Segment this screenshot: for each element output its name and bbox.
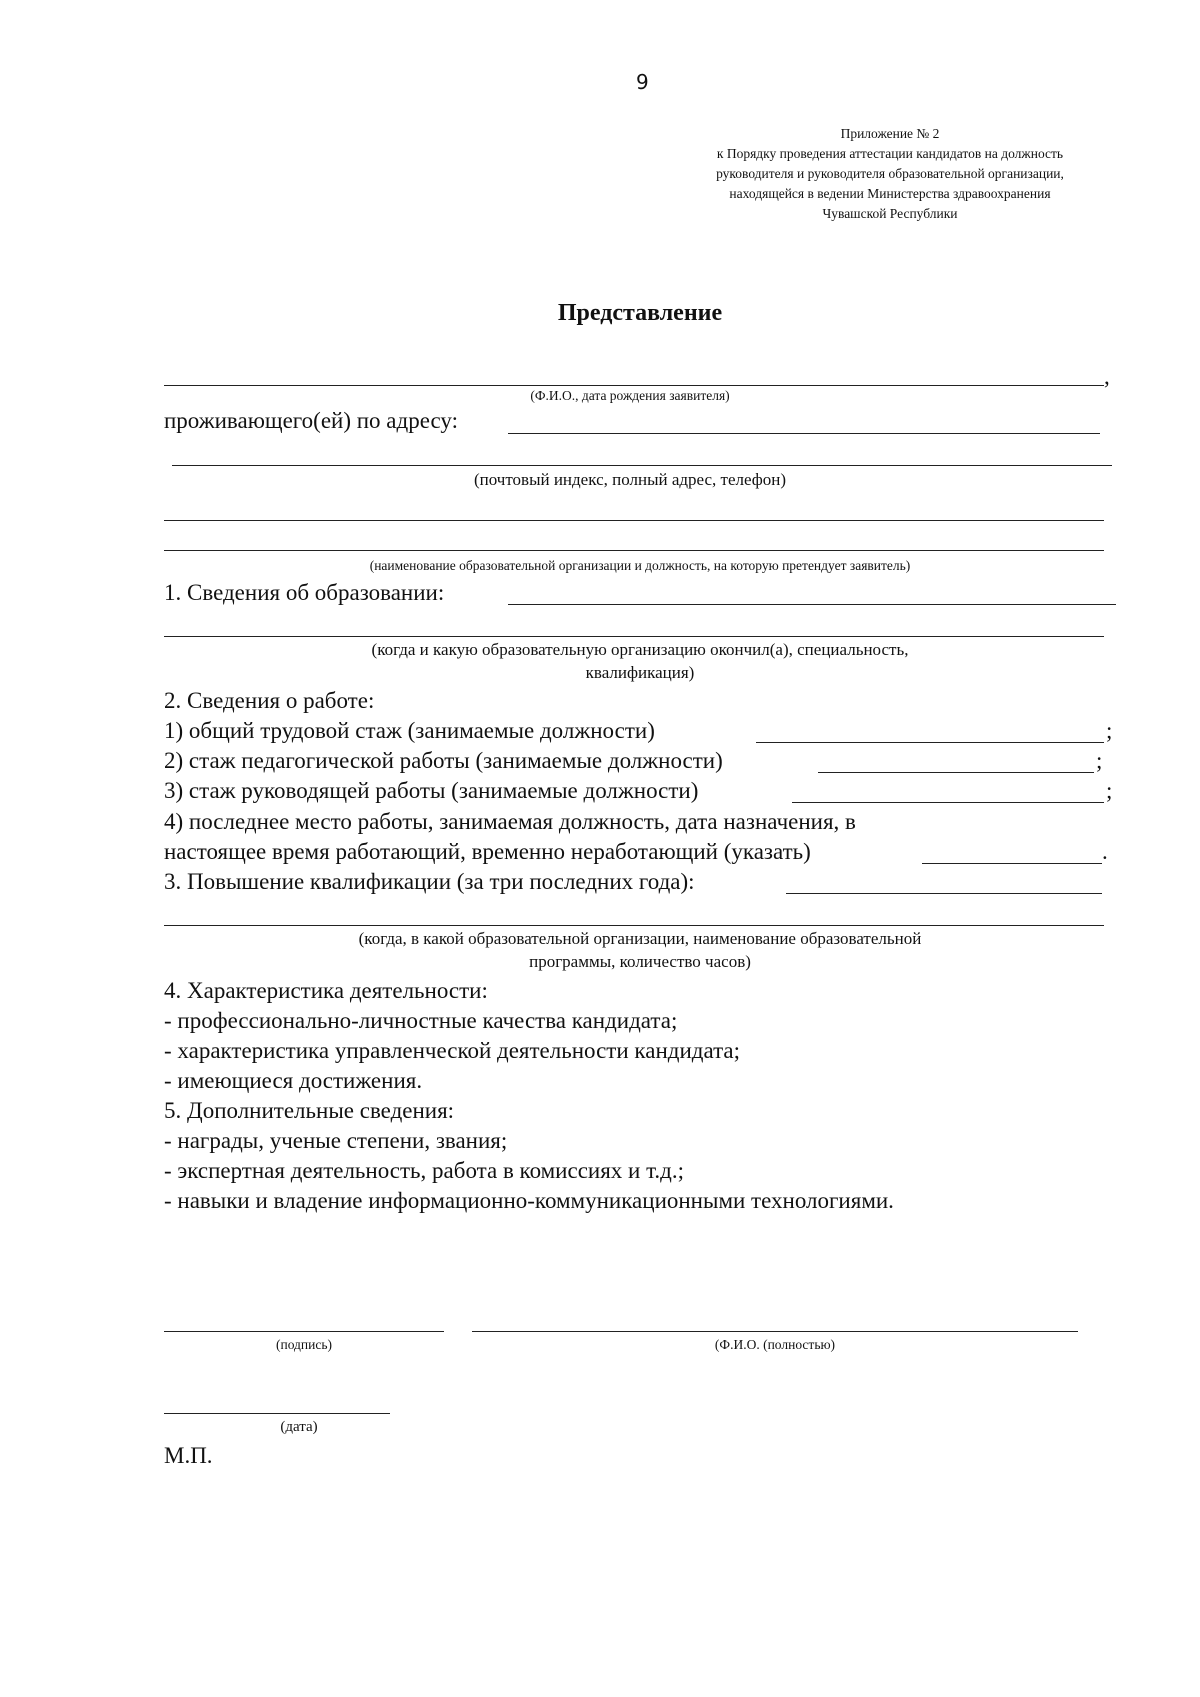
address-caption: (почтовый индекс, полный адрес, телефон) xyxy=(473,470,787,489)
work-item-4-line[interactable] xyxy=(922,863,1102,864)
org-field-line-2[interactable] xyxy=(164,550,1104,551)
signature-fio-line[interactable] xyxy=(472,1331,1078,1332)
date-line[interactable] xyxy=(164,1413,390,1414)
appendix-line-2: к Порядку проведения аттестации кандидатов на должность xyxy=(716,146,1064,161)
signature-line[interactable] xyxy=(164,1331,444,1332)
org-caption: (наименование образовательной организации и должность, на которую претендует заявитель) xyxy=(369,558,911,573)
residing-label: проживающего(ей) по адресу: xyxy=(164,408,458,433)
date-caption: (дата) xyxy=(280,1419,318,1435)
education-field-line-2[interactable] xyxy=(164,636,1104,637)
additional-heading: 5. Дополнительные сведения: xyxy=(164,1098,455,1123)
work-item-1-semicolon: ; xyxy=(1106,718,1113,743)
characteristics-item: - профессионально-личностные качества кандидата; xyxy=(164,1008,678,1033)
appendix-line-1: Приложение № 2 xyxy=(840,126,940,141)
work-item-3-line[interactable] xyxy=(792,802,1104,803)
appendix-line-3: руководителя и руководителя образовательной организации, xyxy=(716,166,1064,181)
work-item-4-period: . xyxy=(1102,839,1108,864)
qualification-caption-2: программы, количество часов) xyxy=(529,952,751,971)
work-item-4a: 4) последнее место работы, занимаемая должность, дата назначения, в xyxy=(164,809,856,834)
characteristics-item: - имеющиеся достижения. xyxy=(164,1068,423,1093)
fio-comma: , xyxy=(1104,364,1110,389)
work-heading: 2. Сведения о работе: xyxy=(164,688,375,713)
work-item-2-semicolon: ; xyxy=(1096,748,1103,773)
signature-caption: (подпись) xyxy=(275,1337,333,1352)
characteristics-heading: 4. Характеристика деятельности: xyxy=(164,978,488,1003)
appendix-line-5: Чувашской Республики xyxy=(822,206,958,221)
address-field-line-2[interactable] xyxy=(172,465,1112,466)
fio-caption: (Ф.И.О., дата рождения заявителя) xyxy=(530,388,730,403)
qualification-field-line-2[interactable] xyxy=(164,925,1104,926)
stamp-label: М.П. xyxy=(164,1443,213,1468)
work-item-2: 2) стаж педагогической работы (занимаемые должности) xyxy=(164,748,723,773)
address-field-line-1[interactable] xyxy=(508,433,1100,434)
education-caption-2: квалификация) xyxy=(585,663,695,682)
work-item-3-semicolon: ; xyxy=(1106,778,1113,803)
education-field-line-1[interactable] xyxy=(508,604,1116,605)
qualification-field-line-1[interactable] xyxy=(786,893,1102,894)
page-number: 9 xyxy=(636,70,649,94)
characteristics-item: - характеристика управленческой деятельности кандидата; xyxy=(164,1038,741,1063)
org-field-line-1[interactable] xyxy=(164,520,1104,521)
education-label: 1. Сведения об образовании: xyxy=(164,580,445,605)
work-item-1-line[interactable] xyxy=(756,742,1104,743)
qualification-caption-1: (когда, в какой образовательной организации, наименование образовательной xyxy=(358,929,922,948)
work-item-1: 1) общий трудовой стаж (занимаемые должности) xyxy=(164,718,655,743)
document-title: Представление xyxy=(557,300,723,326)
work-item-2-line[interactable] xyxy=(818,772,1094,773)
additional-item: - награды, ученые степени, звания; xyxy=(164,1128,508,1153)
education-caption-1: (когда и какую образовательную организацию окончил(а), специальность, xyxy=(371,640,909,659)
fio-field-line[interactable] xyxy=(164,385,1104,386)
signature-fio-caption: (Ф.И.О. (полностью) xyxy=(714,1337,836,1352)
work-item-4b: настоящее время работающий, временно неработающий (указать) xyxy=(164,839,811,864)
qualification-label: 3. Повышение квалификации (за три последних года): xyxy=(164,869,695,894)
additional-item: - навыки и владение информационно-коммуникационными технологиями. xyxy=(164,1188,894,1213)
appendix-line-4: находящейся в ведении Министерства здравоохранения xyxy=(729,186,1051,201)
additional-item: - экспертная деятельность, работа в комиссиях и т.д.; xyxy=(164,1158,685,1183)
work-item-3: 3) стаж руководящей работы (занимаемые должности) xyxy=(164,778,699,803)
